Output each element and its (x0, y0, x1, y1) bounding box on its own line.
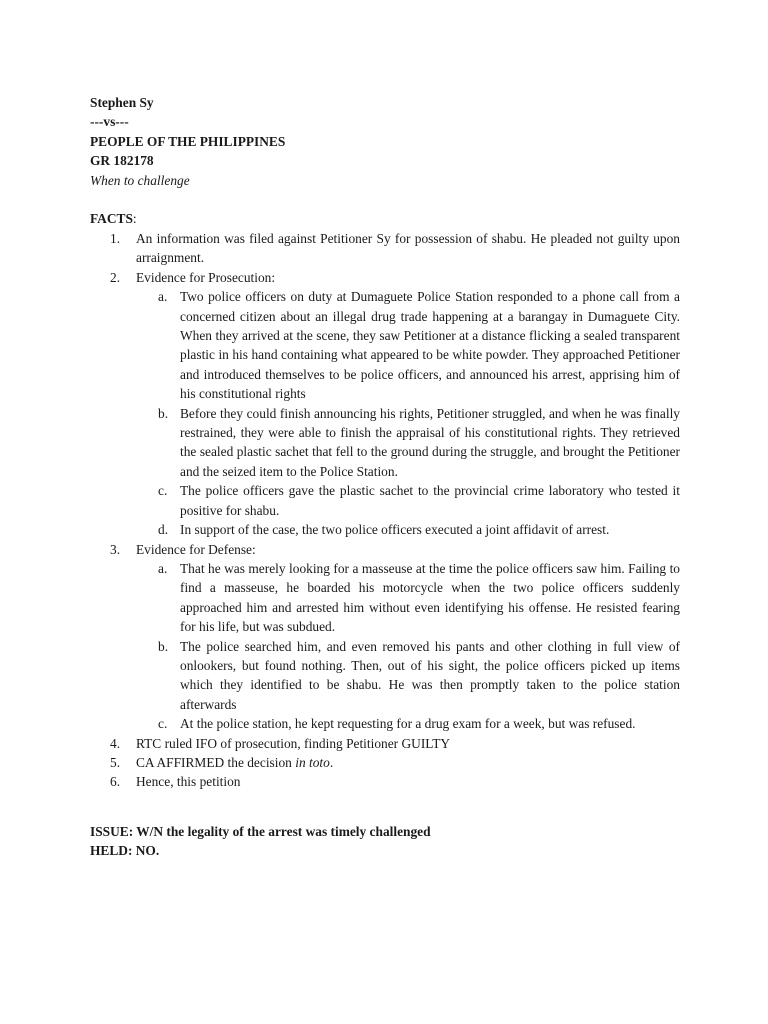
facts-list (90, 229, 680, 792)
sub-item-letter: a. (158, 560, 168, 576)
fact-text-before: CA AFFIRMED the decision (136, 754, 296, 770)
facts-heading-text: FACTS (90, 211, 133, 226)
facts-heading-colon: : (132, 211, 137, 226)
gr-number: GR 182178 (90, 153, 154, 169)
sub-item-letter: a. (158, 289, 168, 305)
fact-item-4 (90, 734, 680, 753)
fact-number: 5. (110, 754, 121, 770)
facts-heading (90, 209, 137, 228)
sub-item-2c (136, 481, 680, 520)
sub-item-text: At the police station, he kept requesting for a drug exam for a week, but was refused. (180, 716, 636, 732)
case-header (90, 93, 285, 190)
sub-item-3c (136, 714, 680, 733)
petitioner-name: Stephen Sy (90, 95, 154, 110)
fact-item-6 (90, 772, 680, 791)
sub-item-letter: c. (158, 483, 168, 499)
sub-item-2a (136, 287, 680, 403)
sub-item-text: The police officers gave the plastic sachet to the provincial crime laboratory who tested it positive for shabu. (180, 483, 680, 518)
issue-line: ISSUE: W/N the legality of the arrest was timely challenged (90, 824, 431, 839)
respondent-name: PEOPLE OF THE PHILIPPINES (90, 133, 286, 149)
fact-text-after: . (329, 754, 334, 770)
sub-item-2b (136, 404, 680, 482)
held-line: HELD: NO. (90, 843, 160, 859)
fact-number: 1. (110, 231, 121, 246)
sub-item-letter: b. (158, 638, 169, 654)
sub-item-text: Two police officers on duty at Dumaguete Police Station responded to a phone call from a concerned citizen about an illegal drug trade happening at a barangay in Dumaguete City. When they arrived at the scene, they saw Petitioner at a distance flicking a sealed transparent plastic in his hand containing what appeared to be white powder. They approached Petitioner and introduced themselves to be police officers, and announced his arrest, apprising him of his constitutional rights (180, 289, 680, 402)
fact-text (136, 753, 680, 772)
fact-item-3 (90, 540, 680, 734)
fact-number: 6. (110, 774, 121, 790)
issue-held-section (90, 822, 431, 861)
sub-item-letter: b. (158, 405, 169, 421)
fact-number: 3. (110, 541, 121, 557)
sub-item-letter: c. (158, 716, 168, 732)
fact-number: 4. (110, 735, 121, 751)
sub-item-3a (136, 559, 680, 637)
fact-text: Evidence for Defense: (136, 541, 256, 557)
fact-text: Evidence for Prosecution: (136, 269, 276, 285)
sub-item-3b (136, 637, 680, 715)
sub-item-text: Before they could finish announcing his rights, Petitioner struggled, and when he was finally restrained, they were able to finish the appraisal of his constitutional rights. They retrieved the sealed plastic sachet that fell to the ground during the struggle, and brought the Petitioner and the seized item to the Police Station. (180, 405, 680, 479)
sub-item-text: That he was merely looking for a masseuse at the time the police officers saw him. Failing to find a masseuse, he boarded his motorcycle when the two police officers suddenly approached him and arrested him without even identifying his offense. He resisted fearing for his life, but was subdued. (180, 560, 680, 635)
fact-text: RTC ruled IFO of prosecution, finding Petitioner GUILTY (136, 735, 451, 751)
sub-item-2d (136, 520, 680, 539)
fact-item-1 (90, 229, 680, 268)
sub-item-text: In support of the case, the two police officers executed a joint affidavit of arrest. (180, 522, 610, 538)
fact-number: 2. (110, 269, 121, 285)
case-topic: When to challenge (90, 172, 190, 188)
fact-text: An information was filed against Petitioner Sy for possession of shabu. He pleaded not guilty upon arraignment. (136, 231, 680, 266)
fact-text-italic: in toto (295, 754, 330, 770)
versus-line: ---vs--- (90, 114, 129, 130)
fact-item-2 (90, 268, 680, 540)
fact-text: Hence, this petition (136, 774, 241, 790)
sub-item-text: The police searched him, and even removed his pants and other clothing in full view of onlookers, but found nothing. Then, out of his sight, the police officers picked up items which they identified to be shabu. He was then promptly taken to the police station afterwards (180, 638, 680, 712)
fact-item-5 (90, 753, 680, 772)
sub-item-letter: d. (158, 522, 169, 538)
